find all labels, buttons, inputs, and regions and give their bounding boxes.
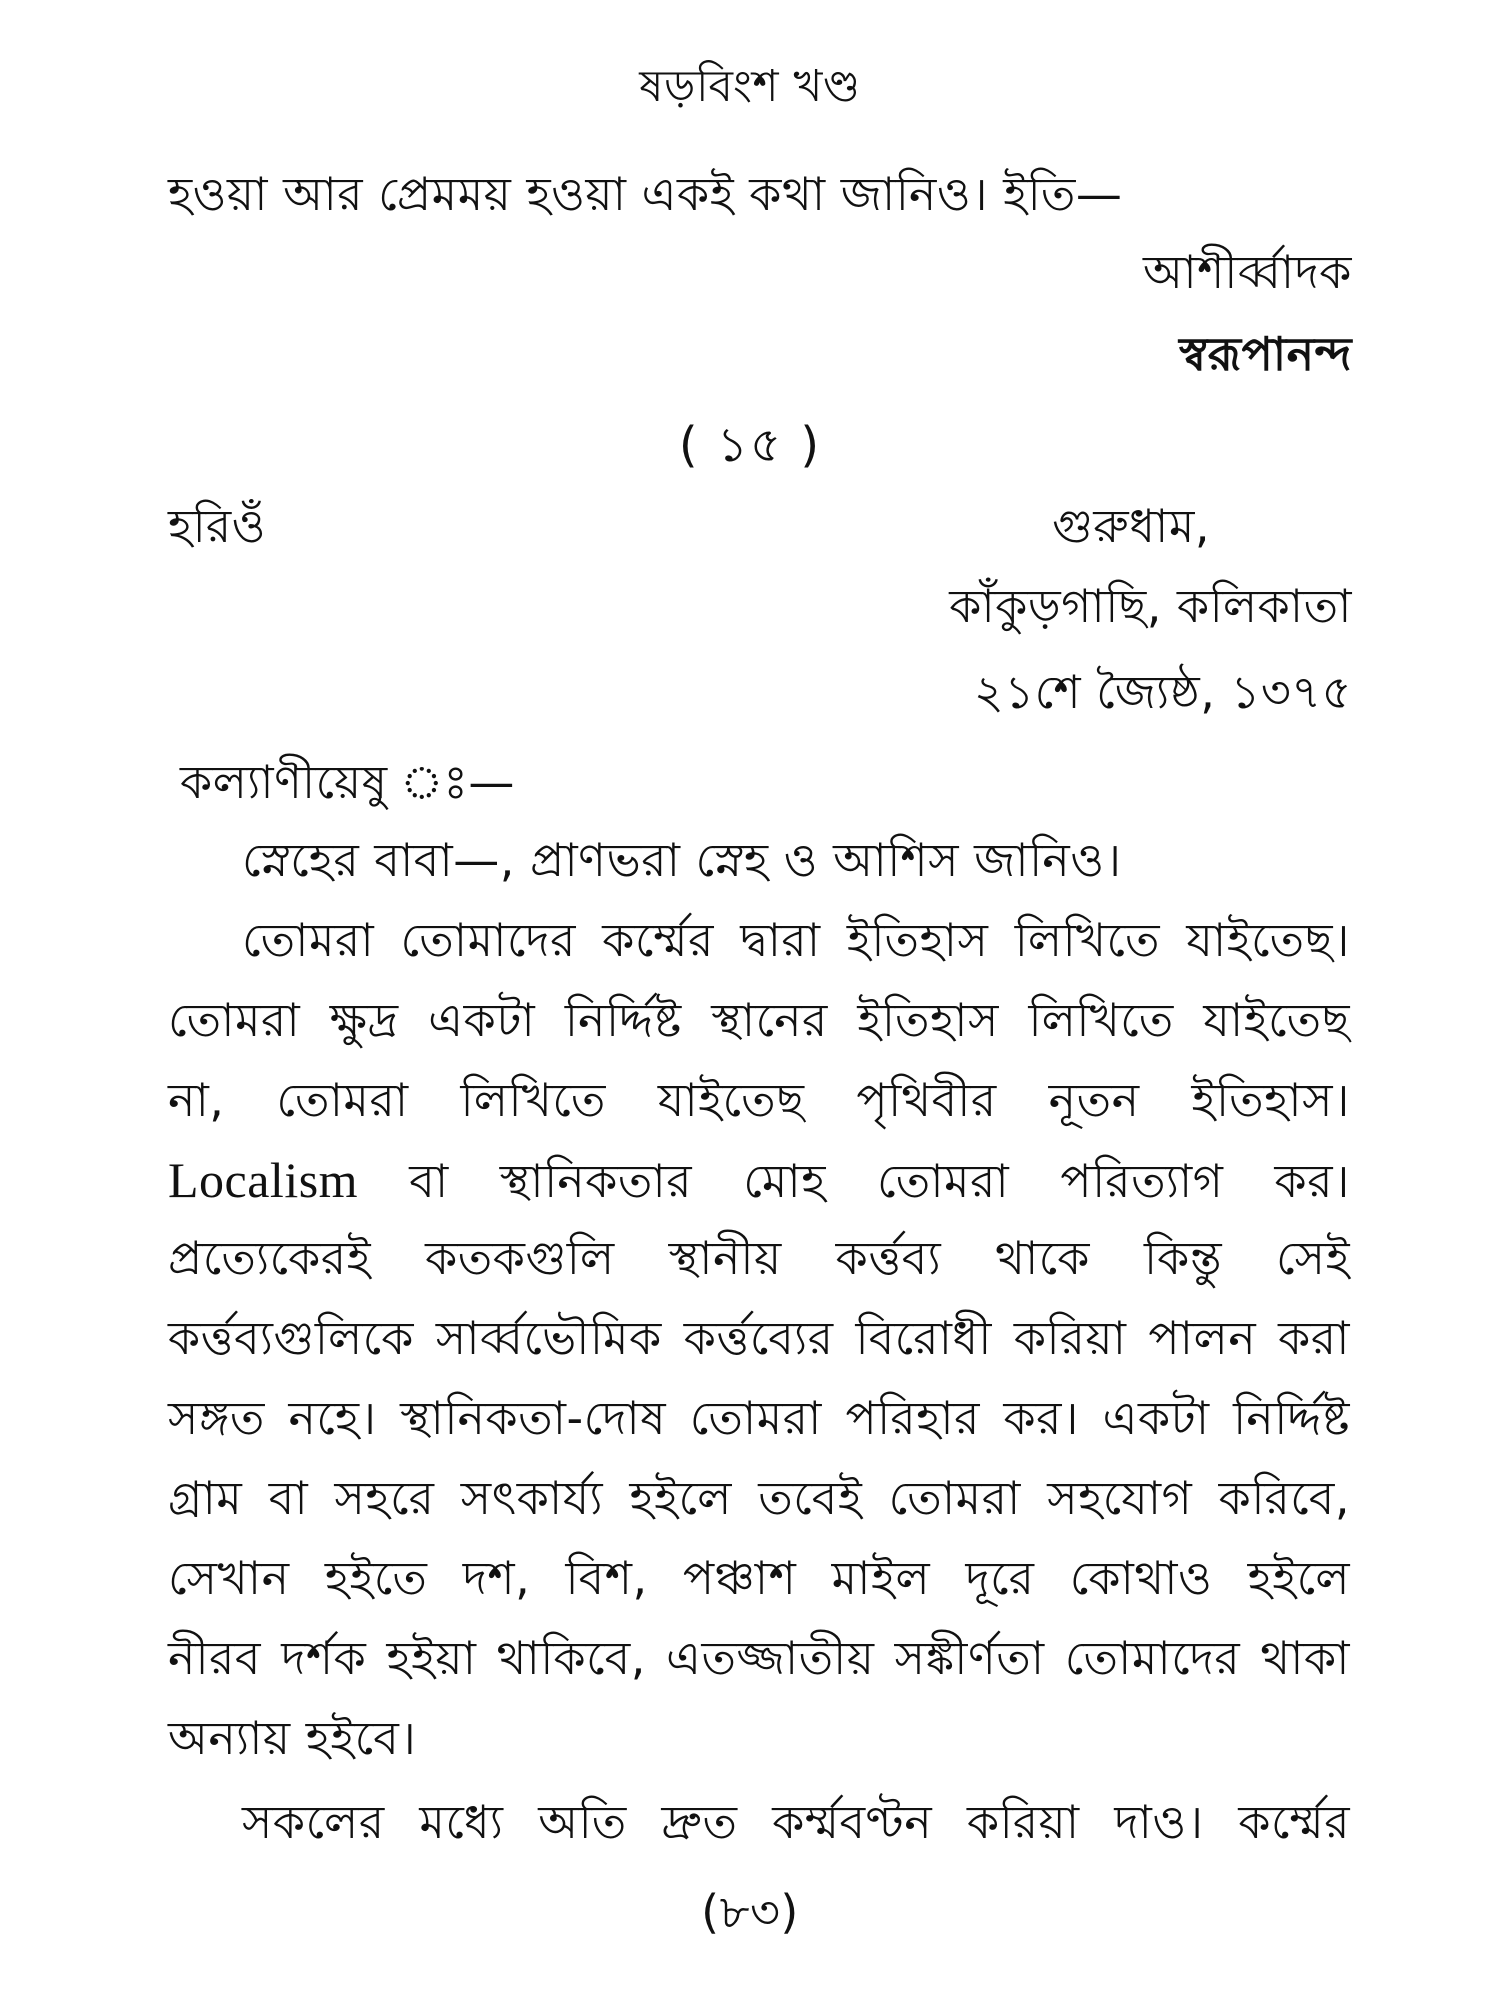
body-line-8: গ্রাম বা সহরে সৎকার্য্য হইলে তবেই তোমরা সহযোগ করিবে, xyxy=(168,1471,1350,1525)
body-line-3: না, তোমরা লিখিতে যাইতেছ পৃথিবীর নূতন ইতিহাস। xyxy=(168,1073,1350,1127)
letter-number: ( ১৫ ) xyxy=(678,417,822,473)
letter-date: ২১শে জ্যৈষ্ঠ, ১৩৭৫ xyxy=(973,665,1352,719)
address-line-1: গুরুধাম, xyxy=(1052,499,1210,553)
body-line-5: প্রত্যেকেরই কতকগুলি স্থানীয় কর্ত্তব্য থাকে কিন্তু সেই xyxy=(168,1231,1350,1285)
body-line-1: তোমরা তোমাদের কর্ম্মের দ্বারা ইতিহাস লিখিতে যাইতেছ। xyxy=(242,913,1350,967)
salutation: কল্যাণীয়েষু ঃ— xyxy=(180,755,515,809)
body-line-12: সকলের মধ্যে অতি দ্রুত কর্ম্মবণ্টন করিয়া দাও। কর্ম্মের xyxy=(242,1795,1350,1849)
invocation: হরিওঁ xyxy=(168,499,266,553)
page-number: (৮৩) xyxy=(701,1885,799,1939)
latin-word-localism: Localism xyxy=(168,1152,359,1208)
body-line-7: সঙ্গত নহে। স্থানিকতা-দোষ তোমরা পরিহার কর। একটা নির্দ্দিষ্ট xyxy=(168,1391,1350,1445)
address-line-2: কাঁকুড়গাছি, কলিকাতা xyxy=(949,579,1352,633)
body-line-11: অন্যায় হইবে। xyxy=(168,1711,417,1765)
body-line-6: কর্ত্তব্যগুলিকে সার্ব্বভৌমিক কর্ত্তব্যের বিরোধী করিয়া পালন করা xyxy=(168,1311,1350,1365)
volume-header: ষড়বিংশ খণ্ড xyxy=(639,61,861,112)
valediction: আশীর্ব্বাদক xyxy=(1142,245,1352,299)
signature: স্বরূপানন্দ xyxy=(1179,327,1352,381)
body-line-4-text: বা স্থানিকতার মোহ তোমরা পরিত্যাগ কর। xyxy=(409,1154,1350,1208)
body-line-4 xyxy=(168,1152,1350,1210)
previous-letter-closing-line: হওয়া আর প্রেমময় হওয়া একই কথা জানিও। ইতি— xyxy=(168,167,1123,221)
body-line-2: তোমরা ক্ষুদ্র একটা নির্দ্দিষ্ট স্থানের ইতিহাস লিখিতে যাইতেছ xyxy=(168,993,1350,1047)
greeting: স্নেহের বাবা—, প্রাণভরা স্নেহ ও আশিস জানিও। xyxy=(242,833,1122,887)
body-line-10: নীরব দর্শক হইয়া থাকিবে, এতজ্জাতীয় সঙ্কীর্ণতা তোমাদের থাকা xyxy=(168,1631,1350,1685)
body-line-9: সেখান হইতে দশ, বিশ, পঞ্চাশ মাইল দূরে কোথাও হইলে xyxy=(168,1551,1350,1605)
